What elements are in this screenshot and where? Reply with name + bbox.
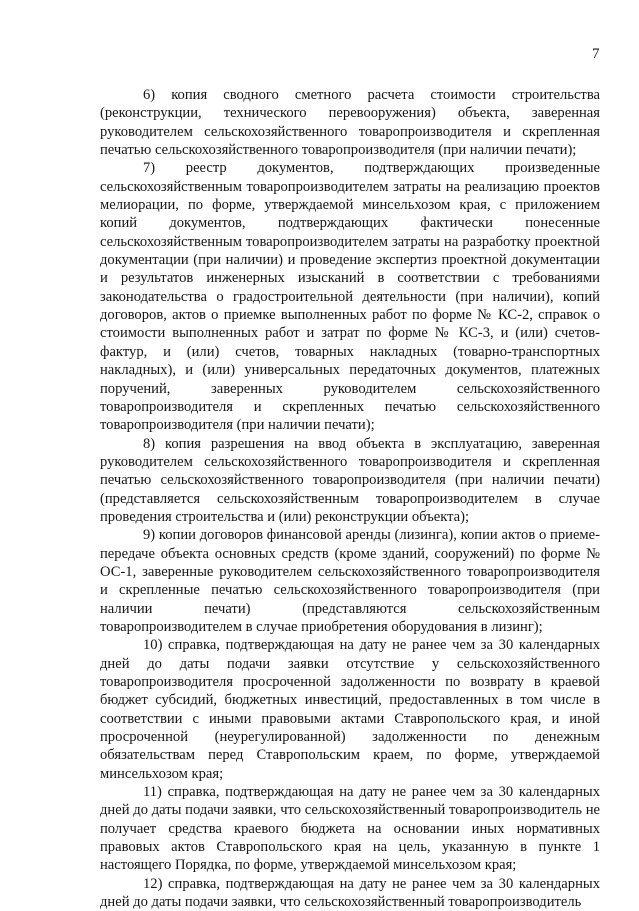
document-body — [100, 86, 600, 911]
paragraph-item-8: 8) копия разрешения на ввод объекта в эксплуатацию, заверенная руководителем сельскохозяйственного товаропроизводителя и скрепленная печатью сельскохозяйственного товаропроизводителя (при наличии печати) (представляется сельскохозяйственным товаропроизводителем в случае проведения строительства и (или) реконструкции объекта); — [100, 435, 600, 525]
paragraph-item-12: 12) справка, подтверждающая на дату не ранее чем за 30 календарных дней до даты подачи заявки, что сельскохозяйственный товаропроизводитель — [100, 875, 600, 911]
paragraph-item-9: 9) копии договоров финансовой аренды (лизинга), копии актов о приеме-передаче объекта основных средств (кроме зданий, сооружений) по форме № ОС-1, заверенные руководителем сельскохозяйственного товаропроизводителя и скрепленные печатью сельскохозяйственного товаропроизводителя (при наличии печати) (представляются сельскохозяйственным товаропроизводителем в случае приобретения оборудования в лизинг); — [100, 527, 600, 635]
paragraph-item-7: 7) реестр документов, подтверждающих произведенные сельскохозяйственным товаропроизводителем затраты на реализацию проектов мелиорации, по форме, утверждаемой минсельхозом края, с приложением копий документов, подтверждающих фактически понесенные сельскохозяйственным товаропроизводителем затраты на разработку проектной документации (при наличии) и проведение экспертиз проектной документации и результатов инженерных изысканий в соответствии с требованиями законодательства о градостроительной деятельности (при наличии), копий договоров, актов о приемке выполненных работ по форме № КС-2, справок о стоимости выполненных работ и затрат по форме № КС-3, и (или) счетов-фактур, и (или) счетов, товарных накладных (товарно-транспортных накладных), и (или) универсальных передаточных документов, платежных поручений, заверенных руководителем сельскохозяйственного товаропроизводителя и скрепленных печатью сельскохозяйственного товаропроизводителя (при наличии печати); — [100, 160, 600, 434]
paragraph-item-6: 6) копия сводного сметного расчета стоимости строительства (реконструкции, технического перевооружения) объекта, заверенная руководителем сельскохозяйственного товаропроизводителя и скрепленная печатью сельскохозяйственного товаропроизводителя (при наличии печати); — [100, 87, 600, 159]
paragraph-item-10: 10) справка, подтверждающая на дату не ранее чем за 30 календарных дней до даты подачи заявки отсутствие у сельскохозяйственного товаропроизводителя просроченной задолженности по возврату в краевой бюджет субсидий, бюджетных инвестиций, предоставленных в том числе в соответствии с иными правовыми актами Ставропольского края, и иной просроченной (неурегулированной) задолженности по денежным обязательствам перед Ставропольским краем, по форме, утверждаемой минсельхозом края; — [100, 637, 600, 782]
paragraph-item-11: 11) справка, подтверждающая на дату не ранее чем за 30 календарных дней до даты подачи заявки, что сельскохозяйственный товаропроизводитель не получает средства краевого бюджета на основании иных нормативных правовых актов Ставропольского края на цель, указанную в пункте 1 настоящего Порядка, по форме, утверждаемой минсельхозом края; — [100, 784, 600, 874]
page-number: 7 — [592, 46, 600, 62]
